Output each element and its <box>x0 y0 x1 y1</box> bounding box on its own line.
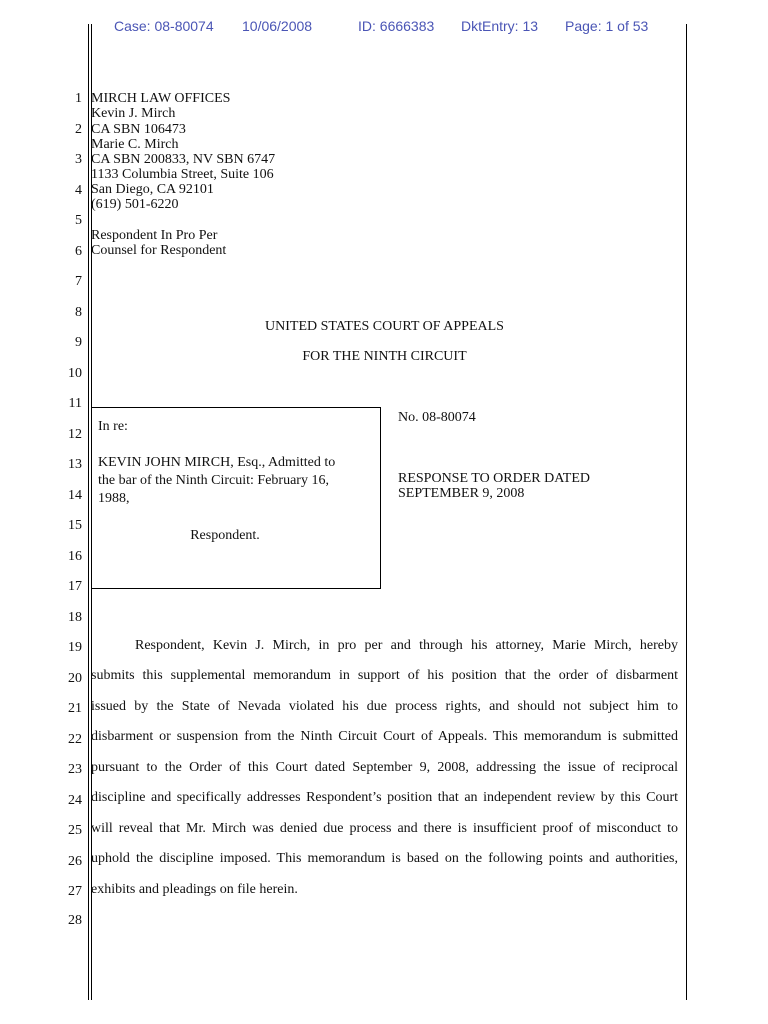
bar-number: CA SBN 106473 <box>91 122 186 137</box>
case-caption-box <box>91 407 381 589</box>
page-indicator: Page: 1 of 53 <box>565 18 649 34</box>
line-number: 19 <box>68 640 82 655</box>
party-name-line: KEVIN JOHN MIRCH, Esq., Admitted to <box>98 455 336 470</box>
line-number: 26 <box>68 854 82 869</box>
line-number: 23 <box>68 762 82 777</box>
party-role: Respondent. <box>190 528 260 543</box>
line-number: 15 <box>68 518 82 533</box>
paragraph-line: Respondent, Kevin J. Mirch, in pro per and through his attorney, Marie Mirch, hereby <box>135 638 678 653</box>
court-circuit: FOR THE NINTH CIRCUIT <box>302 349 467 364</box>
paragraph-line: issued by the State of Nevada violated his due process rights, and should not subject him to <box>91 699 678 714</box>
paragraph-line: uphold the discipline imposed. This memorandum is based on the following points and authorities, <box>91 851 678 866</box>
in-re-label: In re: <box>98 419 128 434</box>
line-number: 12 <box>68 427 82 442</box>
document-title-line: SEPTEMBER 9, 2008 <box>398 486 525 501</box>
party-name-line: the bar of the Ninth Circuit: February 16, <box>98 473 329 488</box>
line-number: 13 <box>68 457 82 472</box>
right-margin-rule <box>686 24 687 1000</box>
case-number: Case: 08-80074 <box>114 18 214 34</box>
line-number: 28 <box>68 913 82 928</box>
line-number: 5 <box>75 213 82 228</box>
paragraph-line: submits this supplemental memorandum in support of his position that the order of disbarment <box>91 668 678 683</box>
bar-number: CA SBN 200833, NV SBN 6747 <box>91 152 276 167</box>
line-number: 18 <box>68 610 82 625</box>
line-number: 10 <box>68 366 82 381</box>
street-address: 1133 Columbia Street, Suite 106 <box>91 167 274 182</box>
left-margin-rule-outer <box>88 24 89 1000</box>
respondent-role: Respondent In Pro Per <box>91 228 218 243</box>
line-number: 11 <box>68 396 82 411</box>
filed-date: 10/06/2008 <box>242 18 313 34</box>
line-number: 6 <box>75 244 82 259</box>
ecf-header <box>0 18 768 36</box>
memorandum-paragraph <box>91 637 678 907</box>
line-number: 25 <box>68 823 82 838</box>
line-number: 22 <box>68 732 82 747</box>
line-number: 2 <box>75 122 82 137</box>
party-name-line: 1988, <box>98 491 130 506</box>
document-id: ID: 6666383 <box>358 18 435 34</box>
attorney-name: Marie C. Mirch <box>91 137 179 152</box>
paragraph-line: exhibits and pleadings on file herein. <box>91 882 298 897</box>
line-number: 21 <box>68 701 82 716</box>
paragraph-line: pursuant to the Order of this Court dated September 9, 2008, addressing the issue of reciprocal <box>91 760 678 775</box>
line-number: 7 <box>75 274 82 289</box>
court-name: UNITED STATES COURT OF APPEALS <box>265 319 504 334</box>
paragraph-line: will reveal that Mr. Mirch was denied due process and there is insufficient proof of misconduct to <box>91 821 678 836</box>
document-title-line: RESPONSE TO ORDER DATED <box>398 471 591 486</box>
line-number: 27 <box>68 884 82 899</box>
line-number: 8 <box>75 305 82 320</box>
line-number: 1 <box>75 91 82 106</box>
attorney-name: Kevin J. Mirch <box>91 106 176 121</box>
line-number: 14 <box>68 488 82 503</box>
docket-number: No. 08-80074 <box>398 410 476 425</box>
phone-number: (619) 501-6220 <box>91 197 179 212</box>
paragraph-line: disbarment or suspension from the Ninth Circuit Court of Appeals. This memorandum is submitted <box>91 729 678 744</box>
line-number: 4 <box>75 183 82 198</box>
line-number: 9 <box>75 335 82 350</box>
line-number: 3 <box>75 152 82 167</box>
docket-entry: DktEntry: 13 <box>461 18 539 34</box>
line-number: 17 <box>68 579 82 594</box>
paragraph-line: discipline and specifically addresses Respondent’s position that an independent review by this Court <box>91 790 678 805</box>
city-state-zip: San Diego, CA 92101 <box>91 182 214 197</box>
counsel-role: Counsel for Respondent <box>91 243 227 258</box>
line-number: 20 <box>68 671 82 686</box>
firm-name: MIRCH LAW OFFICES <box>91 91 231 106</box>
line-number: 16 <box>68 549 82 564</box>
line-number: 24 <box>68 793 82 808</box>
